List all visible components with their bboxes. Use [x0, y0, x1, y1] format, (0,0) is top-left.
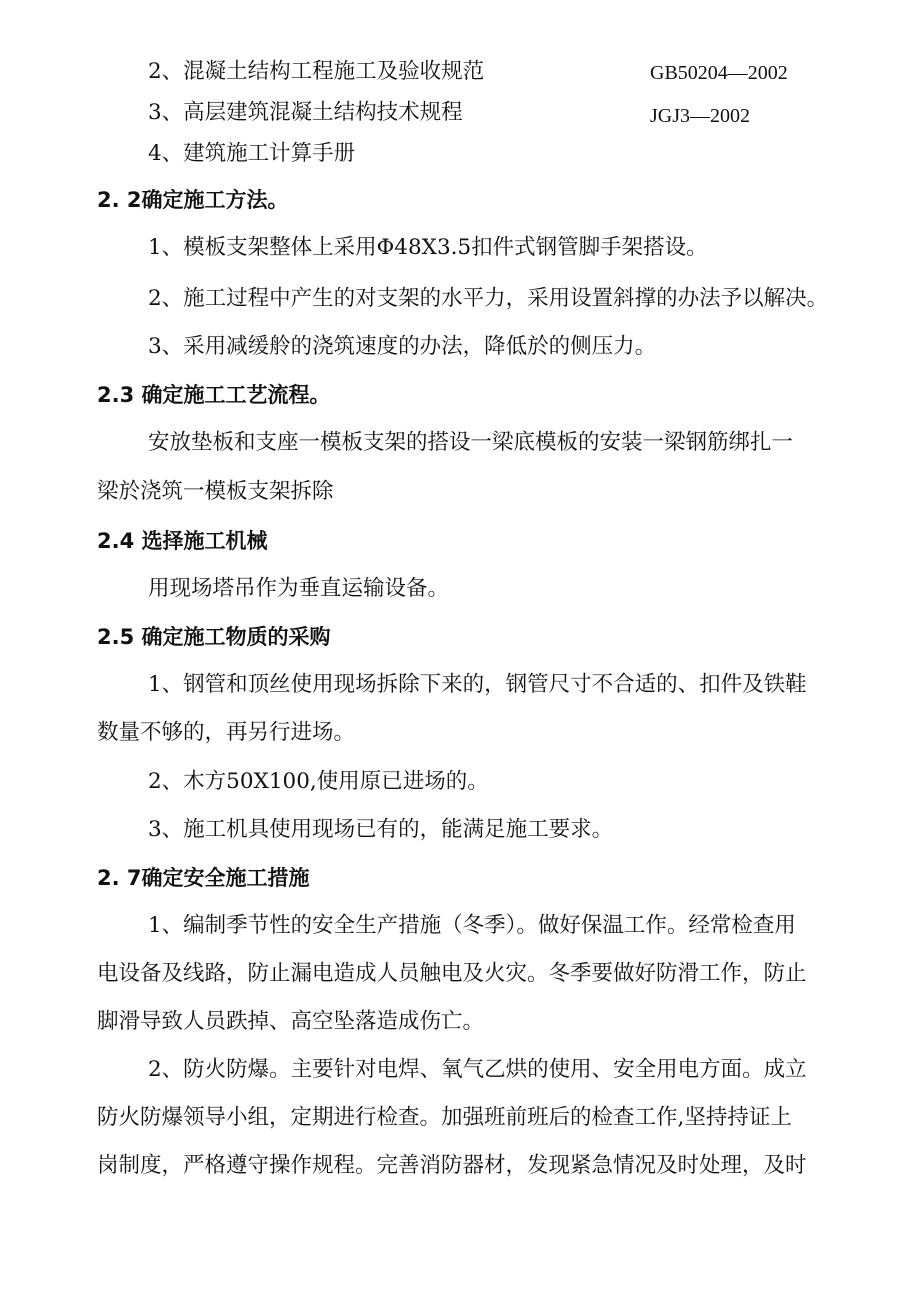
paragraph-line: 数量不够的，再另行进场。 [97, 720, 356, 745]
paragraph-line: 脚滑导致人员跌掉、高空坠落造成伤亡。 [97, 1009, 485, 1034]
reference-2: 2、混凝土结构工程施工及验收规范 [148, 59, 485, 84]
paragraph-line: 电设备及线路，防止漏电造成人员触电及火灾。冬季要做好防滑工作，防止 [97, 961, 807, 986]
paragraph-line: 2、防火防爆。主要针对电焊、氧气乙烘的使用、安全用电方面。成立 [148, 1057, 807, 1082]
section-heading-2-3: 2.3 确定施工工艺流程。 [97, 383, 331, 407]
paragraph-line: 岗制度，严格遵守操作规程。完善消防器材，发现紧急情况及时处理，及时 [97, 1153, 807, 1178]
paragraph-line: 梁於浇筑一模板支架拆除 [97, 479, 334, 504]
paragraph-line: 2、木方50X100,使用原已进场的。 [148, 769, 489, 794]
paragraph-line: 1、钢管和顶丝使用现场拆除下来的，钢管尺寸不合适的、扣件及铁鞋 [148, 672, 807, 697]
paragraph-line: 2、施工过程中产生的对支架的水平力，采用设置斜撑的办法予以解决。 [148, 286, 829, 311]
section-heading-2-2: 2. 2确定施工方法。 [97, 188, 289, 212]
paragraph-line: 1、模板支架整体上采用Φ48X3.5扣件式钢管脚手架搭设。 [148, 235, 708, 260]
reference-4: 4、建筑施工计算手册 [148, 141, 356, 166]
paragraph-line: 3、施工机具使用现场已有的，能满足施工要求。 [148, 817, 614, 842]
paragraph-line: 3、采用减缓舲的浇筑速度的办法，降低於的侧压力。 [148, 334, 657, 359]
paragraph-line: 1、编制季节性的安全生产措施（冬季）。做好保温工作。经常检查用 [148, 913, 796, 938]
section-heading-2-4: 2.4 选择施工机械 [97, 529, 268, 553]
reference-3: 3、高层建筑混凝土结构技术规程 [148, 100, 463, 125]
section-heading-2-5: 2.5 确定施工物质的采购 [97, 625, 331, 649]
reference-3-code: JGJ3—2002 [650, 105, 751, 127]
section-heading-2-7: 2. 7确定安全施工措施 [97, 866, 310, 890]
paragraph-line: 用现场塔吊作为垂直运输设备。 [148, 576, 450, 601]
paragraph-line: 安放垫板和支座一模板支架的搭设一梁底模板的安装一梁钢筋绑扎一 [148, 430, 794, 455]
reference-2-code: GB50204—2002 [650, 62, 788, 84]
paragraph-line: 防火防爆领导小组，定期进行检查。加强班前班后的检查工作,坚持持证上 [97, 1105, 792, 1130]
